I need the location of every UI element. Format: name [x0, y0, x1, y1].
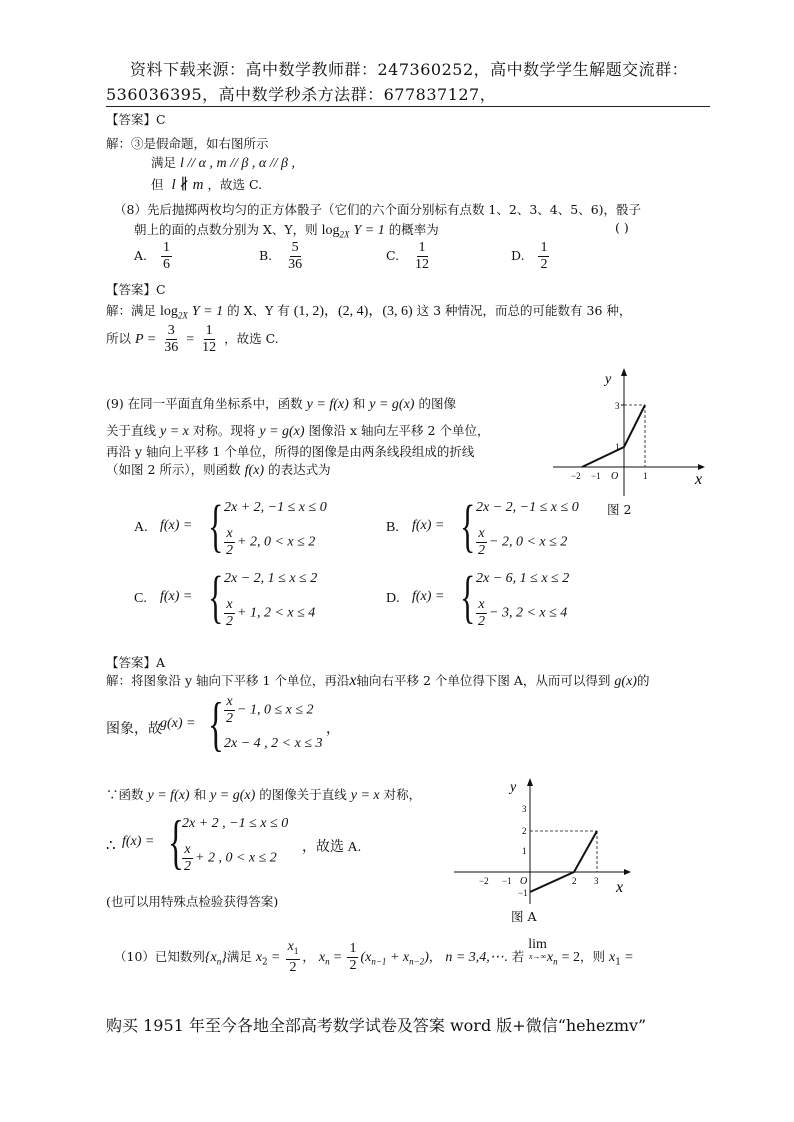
q8-option-a-label: A. — [134, 248, 148, 263]
fig2-polyline — [582, 405, 645, 467]
q9-line1-gx: y = g(x) — [369, 397, 415, 412]
q7-solution-line-3 — [151, 175, 262, 194]
q9-option-b-label: B. — [386, 520, 399, 535]
footer-promo: 购买 1951 年至今各地全部高考数学试卷及答案 word 版+微信“hehezmv” — [106, 1016, 647, 1035]
fig2-label-y: y — [605, 372, 612, 387]
figA-label-2: 2 — [522, 826, 527, 836]
q8-option-d-fraction — [538, 240, 549, 273]
q10-lim-x: x — [546, 949, 554, 965]
q9-solution-line-4 — [106, 809, 426, 876]
den: 2 — [478, 614, 485, 629]
brace: { — [168, 809, 184, 875]
q9-line2-gx: y = g(x) — [259, 424, 305, 439]
q9-sol2-gx: g(x) = — [160, 716, 196, 731]
q9-sol1-text: 解：将图象沿 y 轴向下平移 1 个单位，再沿 — [106, 673, 350, 688]
header-line-1: 资料下载来源：高中数学教师群：247360252，高中数学学生解题交流群： — [130, 60, 689, 79]
den: 2 — [184, 859, 191, 874]
q8-sol1-log: log — [160, 304, 178, 319]
q9-answer: 【答案】A — [106, 655, 166, 670]
q7-sol2-math: l // α , m // β , α // β , — [180, 156, 295, 171]
num: x — [478, 526, 485, 541]
q9-sol4-case-1: 2x + 2 , −1 ≤ x ≤ 0 — [182, 816, 289, 831]
figA-y-arrow — [527, 778, 533, 786]
rest: − 3, 2 < x ≤ 4 — [489, 605, 568, 621]
q9-option-c-case-1: 2x − 2, 1 ≤ x ≤ 2 — [224, 571, 318, 586]
q10-limit — [528, 939, 547, 963]
q7-sol-prefix: 解： — [106, 136, 132, 151]
q10-x1: x — [609, 949, 616, 965]
q8-sol1-text-3: 这 3 种情况，而总的可能数有 36 种， — [416, 303, 632, 318]
figure-a-graph — [452, 774, 632, 906]
q10-plus: + x — [386, 949, 410, 965]
fig2-x-arrow — [698, 464, 705, 470]
brace: { — [460, 493, 476, 558]
q9-sol3-end: 对称， — [383, 787, 422, 802]
q8-line2-text: 朝上的面的点数分别为 X、Y，则 — [134, 222, 318, 237]
q9-option-b-case-1: 2x − 2, −1 ≤ x ≤ 0 — [476, 500, 579, 515]
q9-line4-fx: f(x) — [244, 463, 265, 478]
fig2-y-arrow — [621, 368, 627, 376]
header-line-2: 536036395，高中数学秒杀方法群：677837127， — [106, 85, 497, 104]
q8-line-2 — [134, 220, 439, 240]
q10-seq-sub: n — [216, 956, 222, 967]
num: 1 — [205, 323, 213, 338]
q8-sol2-frac-1 — [162, 323, 180, 356]
q8-log: log — [321, 223, 340, 238]
q9-option-b — [386, 493, 626, 558]
q8-sol1-log-base: 2X — [177, 310, 188, 321]
q9-sol4-therefore: ∴ — [106, 838, 116, 854]
num: 1 — [418, 240, 426, 255]
q8-option-b-fraction — [286, 240, 304, 273]
q8-option-c — [386, 240, 433, 273]
q7-sol2-text: 满足 — [151, 155, 177, 170]
q9-line4-end: 的表达式为 — [268, 462, 331, 477]
figA-label-o: O — [520, 876, 528, 887]
q8-answer-paren: ( ) — [615, 220, 629, 235]
q8-solution-line-1 — [106, 300, 631, 321]
q9-option-d-label: D. — [386, 591, 400, 606]
q9-option-a — [134, 493, 374, 558]
q9-solution-line-2 — [106, 691, 436, 758]
q10-eq2: = — [333, 949, 342, 965]
q8-log-eq: Y = 1 — [353, 223, 385, 238]
brace: { — [460, 564, 476, 629]
q7-sol3-math: l ∦ m — [171, 177, 204, 193]
q9-option-b-fx: f(x) = — [412, 518, 445, 533]
figA-polyline — [530, 831, 597, 892]
q10-sub1: n−1 — [371, 956, 387, 967]
q10-frac-x1-2 — [286, 939, 301, 976]
q9-line1-end: 的图像 — [418, 396, 456, 411]
q9-note: (也可以用特殊点检验获得答案) — [106, 894, 279, 909]
num: x — [226, 526, 233, 541]
q8-sol1-text: 解：满足 — [106, 303, 157, 318]
q10-seq-end: } — [221, 949, 227, 965]
q10-comma: ， — [302, 948, 315, 964]
q9-option-d-case-1: 2x − 6, 1 ≤ x ≤ 2 — [476, 571, 570, 586]
q9-sol1-text-2: 轴向右平移 2 个单位得下图 A，从而可以得到 — [356, 673, 611, 688]
num: 5 — [291, 240, 299, 255]
num: 1 — [162, 240, 170, 255]
q9-option-c-case-2 — [222, 597, 315, 630]
den: 2 — [226, 543, 233, 558]
figA-label-x: x — [616, 879, 624, 896]
q7-sol3-text: 但 — [151, 177, 164, 192]
q9-line2-text-3: 图像沿 x 轴向左平移 2 个单位， — [308, 423, 490, 438]
den: 2 — [226, 711, 233, 726]
q7-sol3-end: ，故选 C. — [207, 177, 263, 192]
brace: { — [208, 493, 224, 558]
q9-option-d — [386, 564, 626, 629]
q8-sol2-p: P = — [135, 332, 157, 347]
q8-option-b — [259, 240, 306, 273]
q8-option-a-fraction — [161, 240, 172, 273]
figA-label-neg2: −2 — [479, 876, 489, 886]
num: 1 — [349, 940, 357, 956]
q10-eq-end: = — [624, 949, 633, 965]
q9-sol2-end: ， — [326, 722, 340, 737]
fig2-label-neg1: −1 — [591, 471, 601, 481]
q10-lim: lim — [528, 937, 547, 952]
brace: { — [208, 564, 224, 629]
q9-line-4 — [106, 460, 331, 479]
q9-line1-and: 和 — [352, 396, 366, 411]
equals: = — [186, 332, 195, 347]
den: 2 — [478, 543, 485, 558]
rest: + 2, 0 < x ≤ 2 — [237, 534, 316, 550]
q8-option-a — [134, 240, 174, 273]
q9-option-c-label: C. — [134, 591, 147, 606]
num: x — [226, 694, 233, 709]
q8-sol1-eq: Y = 1 — [191, 304, 224, 319]
q9-solution-line-1 — [106, 671, 649, 690]
rest: − 1, 0 ≤ x ≤ 2 — [237, 702, 314, 718]
q10-if: . 若 — [503, 948, 525, 964]
q10-n: n = 3,4,⋯ — [445, 949, 504, 965]
q9-option-a-label: A. — [134, 520, 148, 535]
den: 2 — [540, 257, 548, 272]
q7-solution-line-1 — [106, 134, 269, 152]
q10-text: （10）已知数列 — [114, 948, 205, 964]
q10-xn-sub: n — [325, 956, 330, 967]
q10-paren-end: ) — [424, 949, 429, 965]
q8-sol2-frac-2 — [200, 323, 218, 356]
q9-sol4-end: ，故选 A. — [302, 840, 362, 855]
brace: { — [208, 691, 224, 757]
den: 36 — [164, 340, 179, 355]
q9-line2-yx: y = x — [160, 424, 189, 439]
q9-line4-text: （如图 2 所示），则函数 — [106, 462, 241, 477]
fig2-label-1x: 1 — [643, 471, 648, 481]
figA-label-3: 3 — [522, 804, 527, 814]
q8-sol1-text-2: 的 X、Y 有 — [227, 303, 290, 318]
q9-line1-fx: y = f(x) — [306, 397, 349, 412]
q8-option-d-label: D. — [511, 248, 525, 263]
figA-label-y: y — [510, 780, 517, 795]
num: x — [184, 842, 191, 857]
q9-line-1 — [106, 394, 456, 413]
q10-x2-sub: 2 — [262, 957, 268, 968]
figA-label-neg1-y: −1 — [518, 888, 528, 898]
q9-line2-text-2: 对称。现将 — [192, 423, 256, 438]
q9-sol4-fx: f(x) = — [122, 834, 155, 849]
q9-option-b-case-2 — [474, 526, 567, 559]
q10-seq: {x — [204, 949, 217, 965]
q9-line1-text: (9) 在同一平面直角坐标系中，函数 — [106, 396, 303, 411]
q7-answer: 【答案】C — [106, 112, 166, 127]
q10-xn: x — [318, 949, 326, 965]
q9-sol1-gx: g(x) — [614, 674, 637, 689]
num: 1 — [540, 240, 548, 255]
q9-sol3-gx: y = g(x) — [210, 788, 256, 803]
q9-sol3-yx: y = x — [350, 788, 380, 803]
figA-x-arrow — [624, 869, 631, 875]
q10-x2: x — [255, 949, 263, 965]
figA-label-neg1-x: −1 — [502, 876, 512, 886]
den: 6 — [162, 257, 170, 272]
figA-label-2x: 2 — [572, 876, 577, 886]
q10-x1-sub: 1 — [615, 957, 621, 968]
q9-option-d-fx: f(x) = — [412, 589, 445, 604]
rest: + 1, 2 < x ≤ 4 — [237, 605, 316, 621]
q9-solution-line-3 — [106, 785, 421, 804]
figA-label-3x: 3 — [594, 876, 599, 886]
den: 12 — [202, 340, 217, 355]
q8-sol1-pairs: (1, 2)，(2, 4)，(3, 6) — [293, 304, 413, 319]
q10-comma-2: ， — [428, 948, 442, 964]
den: 2 — [226, 614, 233, 629]
fig2-label-1y: 1 — [615, 442, 620, 452]
q7-solution-line-2 — [151, 153, 295, 172]
q10-then: ，则 — [580, 948, 606, 964]
q10-sub2: n−2 — [409, 956, 425, 967]
q9-line-2 — [106, 421, 489, 440]
q8-sol2-text: 所以 — [106, 331, 132, 346]
fig2-label-3: 3 — [615, 401, 620, 411]
q9-option-a-fx: f(x) = — [160, 518, 193, 533]
num-x: x — [287, 939, 294, 954]
q8-sol2-end: ，故选 C. — [224, 331, 279, 346]
q9-line-3: 再沿 y 轴向上平移 1 个单位，所得的图像是由两条线段组成的折线 — [106, 444, 475, 459]
q9-option-c-fx: f(x) = — [160, 589, 193, 604]
figure-2-caption: 图 2 — [607, 502, 632, 517]
q8-line-1: （8）先后抛掷两枚均匀的正方体骰子（它们的六个面分别标有点数 1、2、3、4、5、6)，骰子 — [114, 202, 642, 217]
header-rule — [106, 106, 710, 107]
num: x — [478, 597, 485, 612]
fig2-label-o: O — [611, 471, 619, 482]
q7-sol-text-1: ③是假命题，如右图所示 — [131, 136, 269, 151]
q10-lim-sub: x→∞ — [528, 952, 547, 961]
q10-frac-half — [347, 941, 358, 974]
q9-sol1-end: 的 — [636, 673, 650, 688]
q10-lim-x-sub: n — [553, 956, 558, 967]
q9-sol2-text: 图象，故 — [106, 722, 162, 737]
q8-option-c-fraction — [413, 240, 431, 273]
q10-satisfies: 满足 — [226, 948, 252, 964]
q9-sol3-and: 和 — [193, 787, 207, 802]
q8-option-b-label: B. — [259, 248, 273, 263]
q10-line — [114, 939, 633, 976]
q10-eq: = — [271, 949, 280, 965]
den: 12 — [415, 257, 430, 272]
q8-solution-line-2 — [106, 323, 279, 356]
q9-sol1-x: x — [349, 672, 357, 689]
q9-sol4-case-2 — [180, 842, 277, 875]
q9-option-a-case-1: 2x + 2, −1 ≤ x ≤ 0 — [224, 500, 327, 515]
num — [286, 939, 301, 960]
den: 36 — [288, 257, 303, 272]
q10-lim-eq: = 2 — [561, 949, 581, 965]
rest: − 2, 0 < x ≤ 2 — [489, 534, 568, 550]
figure-2-graph — [548, 366, 708, 496]
q8-option-d — [511, 240, 551, 273]
fig2-label-neg2: −2 — [571, 471, 581, 481]
q9-sol3-text-2: 的图像关于直线 — [259, 787, 347, 802]
q9-option-a-case-2 — [222, 526, 315, 559]
num-sub: 1 — [293, 945, 299, 956]
q9-sol3-fx: y = f(x) — [147, 788, 190, 803]
q10-paren: (x — [360, 949, 372, 965]
den: 2 — [289, 959, 297, 975]
q9-option-c — [134, 564, 374, 629]
figA-label-1: 1 — [522, 846, 527, 856]
q8-option-c-label: C. — [386, 248, 400, 263]
figure-a-caption: 图 A — [511, 909, 537, 924]
q8-line2-end: 的概率为 — [388, 222, 439, 237]
num: x — [226, 597, 233, 612]
rest: + 2 , 0 < x ≤ 2 — [195, 850, 277, 866]
num: 3 — [167, 323, 175, 338]
q8-log-base: 2X — [339, 229, 350, 240]
q8-answer: 【答案】C — [106, 282, 166, 297]
den: 2 — [349, 957, 357, 973]
q9-sol2-case-2: 2x − 4 , 2 < x ≤ 3 — [224, 736, 323, 751]
q9-sol3-text: ∵函数 — [106, 787, 144, 802]
q9-sol2-case-1 — [222, 694, 314, 727]
fig2-label-x: x — [695, 471, 703, 488]
q9-line2-text: 关于直线 — [106, 423, 157, 438]
q9-option-d-case-2 — [474, 597, 567, 630]
